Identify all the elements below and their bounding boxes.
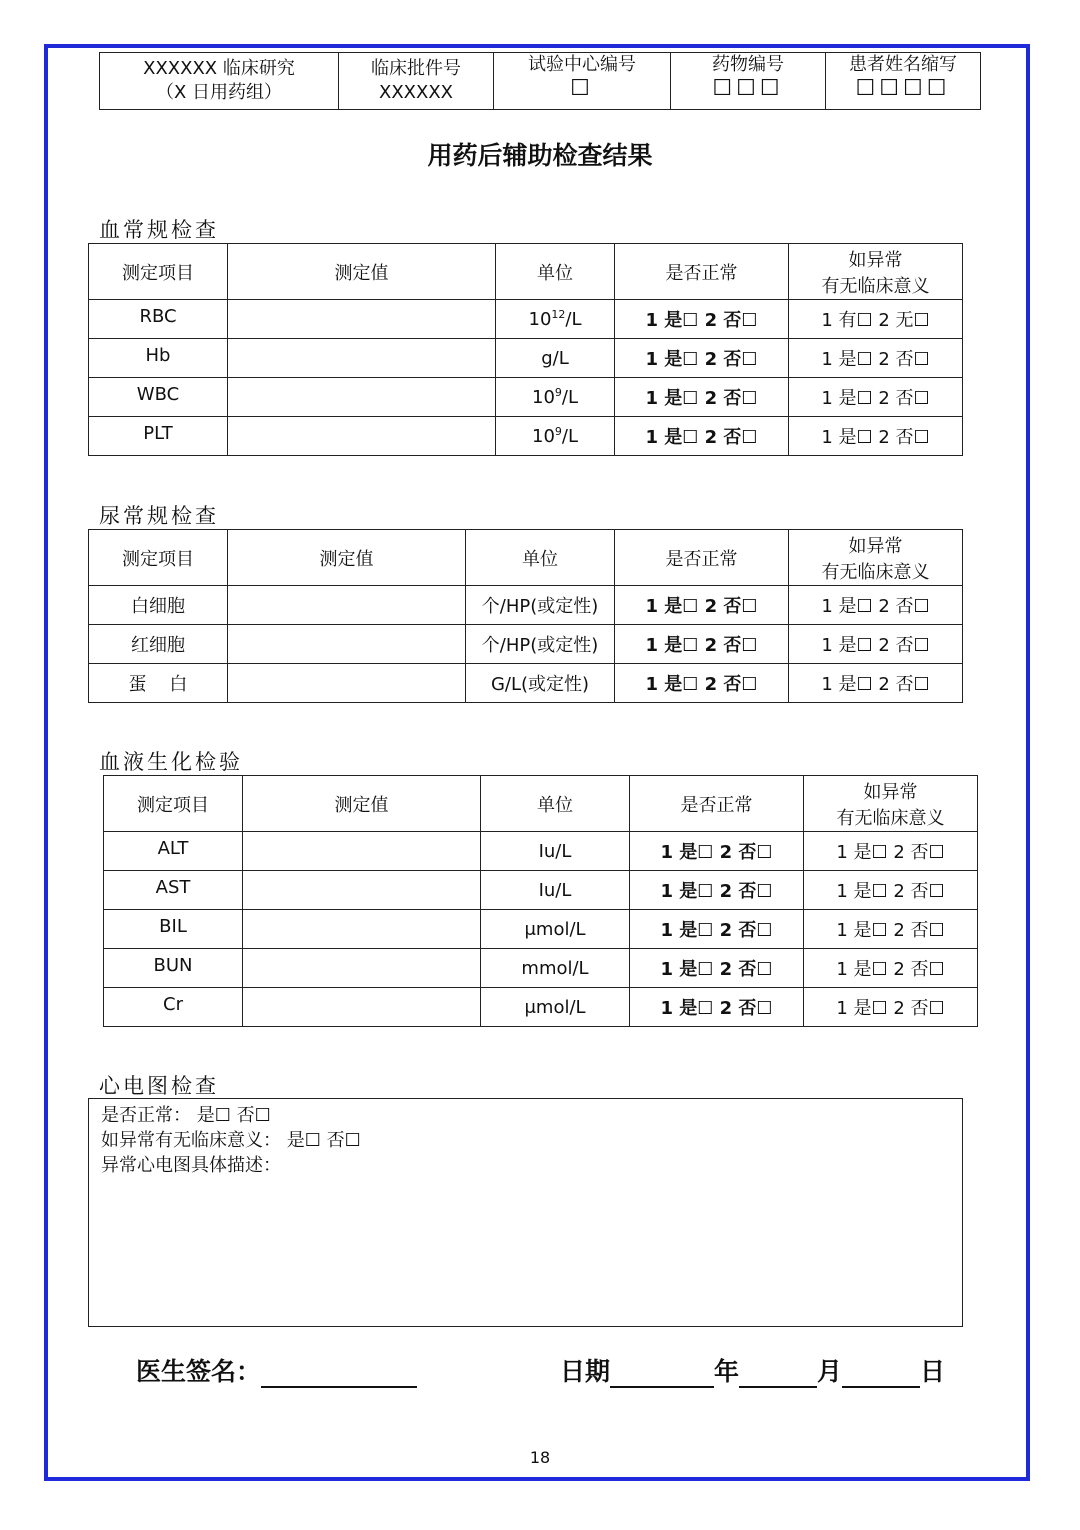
table-row — [104, 871, 978, 910]
ecg-description-label: 异常心电图具体描述： — [101, 1155, 281, 1176]
item-cell: 蛋 白 — [89, 664, 228, 703]
drug-boxes[interactable]: ☐☐☐ — [712, 76, 784, 101]
study-group: （X 日用药组） — [155, 82, 283, 103]
study-name: XXXXXX 临床研究 — [143, 58, 295, 79]
normal-checkbox[interactable]: 1 是☐ 2 否☐ — [615, 417, 789, 456]
table-row — [104, 832, 978, 871]
normal-checkbox[interactable]: 1 是☐ 2 否☐ — [630, 871, 804, 910]
ecg-box[interactable] — [88, 1098, 963, 1327]
value-input[interactable] — [243, 832, 481, 871]
normal-checkbox[interactable]: 1 是☐ 2 否☐ — [630, 949, 804, 988]
year-label: 年 — [714, 1357, 740, 1386]
patient-label: 患者姓名缩写 — [849, 54, 957, 75]
value-input[interactable] — [243, 871, 481, 910]
value-input[interactable] — [228, 625, 466, 664]
normal-checkbox[interactable]: 1 是☐ 2 否☐ — [615, 339, 789, 378]
unit-rest: /L — [561, 387, 578, 408]
value-input[interactable] — [243, 910, 481, 949]
ecg-normal-question[interactable]: 是否正常： 是☐ 否☐ — [101, 1105, 271, 1126]
col-normal: 是否正常 — [615, 530, 789, 586]
unit-rest: /L — [565, 309, 582, 330]
day-line[interactable] — [842, 1358, 920, 1388]
significance-checkbox[interactable]: 1 是☐ 2 否☐ — [804, 949, 978, 988]
normal-checkbox[interactable]: 1 是☐ 2 否☐ — [615, 300, 789, 339]
table-row — [89, 300, 963, 339]
table-row — [89, 417, 963, 456]
col-abn1: 如异常 — [848, 535, 903, 557]
unit-cell: 个/HP(或定性) — [466, 586, 615, 625]
drug-label: 药物编号 — [712, 54, 784, 75]
month-label: 月 — [817, 1357, 843, 1386]
normal-checkbox[interactable]: 1 是☐ 2 否☐ — [615, 664, 789, 703]
unit-cell — [496, 378, 615, 417]
unit-exp: 12 — [551, 308, 566, 321]
item-cell: BUN — [104, 949, 243, 988]
value-input[interactable] — [228, 300, 496, 339]
header-table — [99, 52, 981, 110]
table-row — [89, 586, 963, 625]
significance-checkbox[interactable]: 1 是☐ 2 否☐ — [789, 378, 963, 417]
unit-base: 10 — [532, 387, 555, 408]
col-value: 测定值 — [228, 530, 466, 586]
col-unit: 单位 — [481, 776, 630, 832]
col-value: 测定值 — [228, 244, 496, 300]
significance-checkbox[interactable]: 1 是☐ 2 否☐ — [804, 988, 978, 1027]
value-input[interactable] — [228, 586, 466, 625]
col-abn2: 有无临床意义 — [821, 561, 930, 583]
normal-checkbox[interactable]: 1 是☐ 2 否☐ — [630, 988, 804, 1027]
table-row — [104, 910, 978, 949]
significance-checkbox[interactable]: 1 是☐ 2 否☐ — [789, 586, 963, 625]
value-input[interactable] — [228, 378, 496, 417]
item-cell: RBC — [89, 300, 228, 339]
unit-cell — [496, 417, 615, 456]
unit-rest: /L — [561, 426, 578, 447]
page-title: 用药后辅助检查结果 — [427, 141, 653, 170]
significance-checkbox[interactable]: 1 是☐ 2 否☐ — [804, 871, 978, 910]
unit-exp: 9 — [554, 425, 562, 438]
col-unit: 单位 — [496, 244, 615, 300]
significance-checkbox[interactable]: 1 是☐ 2 否☐ — [789, 625, 963, 664]
table-row — [104, 988, 978, 1027]
value-input[interactable] — [228, 339, 496, 378]
unit-cell — [496, 300, 615, 339]
table-row — [89, 625, 963, 664]
urine-table — [88, 529, 963, 703]
value-input[interactable] — [228, 417, 496, 456]
item-cell: Hb — [89, 339, 228, 378]
drug-cell — [671, 53, 826, 110]
unit-cell: mmol/L — [481, 949, 630, 988]
col-item: 测定项目 — [104, 776, 243, 832]
unit-exp: 9 — [554, 386, 562, 399]
value-input[interactable] — [228, 664, 466, 703]
center-boxes[interactable]: ☐ — [570, 76, 594, 101]
ecg-significance-question[interactable]: 如异常有无临床意义： 是☐ 否☐ — [101, 1130, 361, 1151]
significance-checkbox[interactable]: 1 是☐ 2 否☐ — [804, 832, 978, 871]
batch-label: 临床批件号 — [371, 58, 461, 79]
center-cell — [494, 53, 671, 110]
col-item: 测定项目 — [89, 244, 228, 300]
item-cell: Cr — [104, 988, 243, 1027]
table-row — [89, 339, 963, 378]
normal-checkbox[interactable]: 1 是☐ 2 否☐ — [615, 586, 789, 625]
col-item: 测定项目 — [89, 530, 228, 586]
date-field — [560, 1352, 945, 1388]
col-value: 测定值 — [243, 776, 481, 832]
blood-table — [88, 243, 963, 456]
unit-cell: μmol/L — [481, 988, 630, 1027]
unit-base: g/L — [541, 347, 569, 369]
normal-checkbox[interactable]: 1 是☐ 2 否☐ — [630, 832, 804, 871]
doctor-signature-label: 医生签名： — [136, 1357, 262, 1386]
col-abn2: 有无临床意义 — [836, 807, 945, 829]
unit-base: 10 — [528, 309, 552, 330]
blood-section-title: 血常规检查 — [99, 218, 219, 242]
significance-checkbox[interactable]: 1 有☐ 2 无☐ — [789, 300, 963, 339]
significance-checkbox[interactable]: 1 是☐ 2 否☐ — [804, 910, 978, 949]
doctor-signature-line[interactable] — [261, 1358, 417, 1388]
date-label: 日期 — [560, 1357, 611, 1386]
item-cell: 白细胞 — [89, 586, 228, 625]
year-line[interactable] — [610, 1358, 714, 1388]
unit-cell: 个/HP(或定性) — [466, 625, 615, 664]
table-row — [89, 378, 963, 417]
page-number: 18 — [529, 1448, 551, 1467]
col-unit: 单位 — [466, 530, 615, 586]
item-cell: PLT — [89, 417, 228, 456]
doctor-signature — [136, 1352, 417, 1388]
col-normal: 是否正常 — [630, 776, 804, 832]
patient-boxes[interactable]: ☐☐☐☐ — [855, 76, 951, 101]
item-cell: BIL — [104, 910, 243, 949]
col-normal: 是否正常 — [615, 244, 789, 300]
unit-base: 10 — [532, 426, 555, 447]
normal-checkbox[interactable]: 1 是☐ 2 否☐ — [615, 625, 789, 664]
col-abn2: 有无临床意义 — [821, 275, 930, 297]
significance-checkbox[interactable]: 1 是☐ 2 否☐ — [789, 664, 963, 703]
month-line[interactable] — [739, 1358, 817, 1388]
ecg-section-title: 心电图检查 — [99, 1074, 219, 1098]
normal-checkbox[interactable]: 1 是☐ 2 否☐ — [630, 910, 804, 949]
significance-checkbox[interactable]: 1 是☐ 2 否☐ — [789, 339, 963, 378]
normal-checkbox[interactable]: 1 是☐ 2 否☐ — [615, 378, 789, 417]
item-cell: ALT — [104, 832, 243, 871]
unit-cell: μmol/L — [481, 910, 630, 949]
unit-cell: Iu/L — [481, 832, 630, 871]
unit-cell — [496, 339, 615, 378]
col-abn1: 如异常 — [848, 249, 903, 271]
col-abn1: 如异常 — [863, 781, 918, 803]
item-cell: AST — [104, 871, 243, 910]
batch-cell — [339, 53, 494, 110]
unit-cell: G/L(或定性) — [466, 664, 615, 703]
patient-cell — [826, 53, 981, 110]
item-cell: 红细胞 — [89, 625, 228, 664]
value-input[interactable] — [243, 988, 481, 1027]
batch-value: XXXXXX — [379, 82, 453, 103]
center-label: 试验中心编号 — [528, 54, 636, 75]
significance-checkbox[interactable]: 1 是☐ 2 否☐ — [789, 417, 963, 456]
chem-table — [103, 775, 978, 1027]
value-input[interactable] — [243, 949, 481, 988]
col-significance — [804, 776, 978, 832]
chem-section-title: 血液生化检验 — [99, 750, 243, 774]
table-row — [104, 949, 978, 988]
table-row — [89, 664, 963, 703]
day-label: 日 — [920, 1357, 946, 1386]
item-cell: WBC — [89, 378, 228, 417]
unit-cell: Iu/L — [481, 871, 630, 910]
col-significance — [789, 244, 963, 300]
urine-section-title: 尿常规检查 — [99, 504, 219, 528]
col-significance — [789, 530, 963, 586]
study-cell — [100, 53, 339, 110]
